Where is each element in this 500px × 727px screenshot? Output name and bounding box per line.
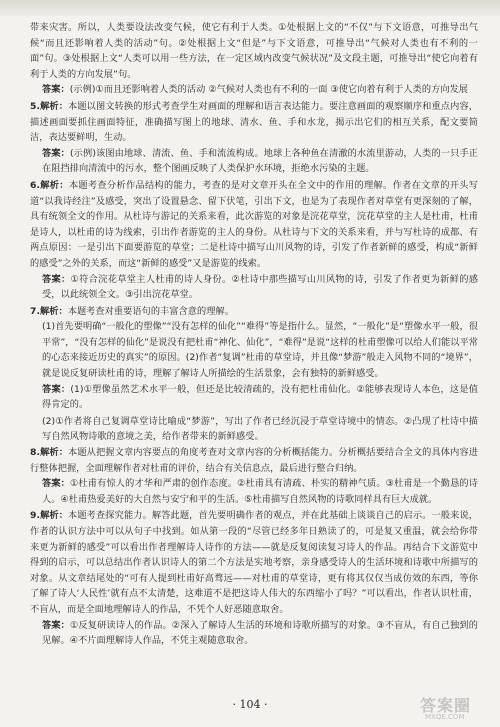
answer-paragraph xyxy=(30,82,478,98)
question-number: 7. xyxy=(30,305,40,317)
paragraph-label: 答案： xyxy=(42,273,71,285)
paragraph-label: 解析： xyxy=(39,510,69,522)
answer-paragraph xyxy=(30,618,478,649)
text-paragraph xyxy=(30,319,478,381)
paragraph-label: 答案： xyxy=(42,383,71,395)
paragraph-label: 解析： xyxy=(39,447,69,459)
paragraph-label: 答案： xyxy=(42,84,70,96)
question-analysis-paragraph xyxy=(30,304,478,320)
question-analysis-paragraph xyxy=(30,508,478,617)
watermark-logo: 答案圈 xyxy=(420,696,472,715)
paragraph-label: 解析： xyxy=(39,305,68,317)
paragraph-text: 本题考查探究能力。解答此题，首先要明确作者的观点，并在此基础上谈谈自己的启示。一般来说，作者的认识方法中可以从句子中找到。如从第一段的“尽管已经多年日熟读了的，可是复又重温，就会给你带来更为新鲜的感受”可以看出作者理解诗人诗作的方法——就是反复阅读复习诗人的作品。再结合下文游览中得到的启示，可以总结出作者认识诗人的第二个方法是实地考察，亲身感受诗人的生活环境和诗歌中所描写的对象。从文章结尾处的“可有人提到杜甫好高骛远——对杜甫的草堂诗，更有将其仅仅当成仿效的东西，等你了解了诗人‘人民性’就有点不太清楚，这难道不是把这诗人伟大的东西缩小了吗？”可以看出，作者认识杜甫，不盲从，而是全面地理解诗人的作品，不凭个人好恶随意取舍。 xyxy=(30,510,478,615)
answer-paragraph xyxy=(30,382,478,413)
paragraph-text: 本题考查对重要语句的丰富含意的理解。 xyxy=(67,305,234,317)
question-analysis-paragraph xyxy=(30,99,478,146)
paragraph-label: 答案： xyxy=(42,478,71,490)
paragraph-text: (示例)该图由地球、清流、鱼、手和流流构成。地球上各种鱼在清澈的水流里游动，人类的一只手正在阻挡排向清流中的污水，整个图画反映了人类保护水环境，拒绝水污染的主题。 xyxy=(42,147,479,175)
paragraph-text: ①杜甫有惊人的才华和严肃的创作态度。②杜甫具有清疏、朴实的精神气质。③杜甫是一个勤恳的诗人。④杜甫热爱美好的大自然与安宁和平的生活。⑤杜甫描写自然风物的诗歌同样具有巨大成就。 xyxy=(42,478,478,505)
question-number: 9. xyxy=(30,510,40,522)
paragraph-text: ①反复研读诗人的作品。②深入了解诗人生活的环境和诗歌所描写的对象。③不盲从，有自己独到的见解。④不片面理解诗人作品，不凭主观随意取舍。 xyxy=(42,619,478,647)
answer-content xyxy=(30,20,478,650)
paragraph-text: (1)①塑像虽然艺术水平一般，但还是比较清疏的，没有把杜甫仙化。②能够表现诗人本色，这是值得肯定的。 xyxy=(42,383,478,411)
scan-top-band xyxy=(0,0,500,16)
question-number: 8. xyxy=(30,447,40,459)
paragraph-text: (1)首先要明确“一般化的塑像”“没有怎样的仙化”“难得”等是指什么。显然，“一般化”是“塑像水平一般，很平常”，“没有怎样的仙化”是说没有把杜甫“神化、仙化”，“难得”是说“这样的杜甫塑像可以给人们能以平常的心态来接近历史的真实”的原因。(2)作者“复调”杜甫的草堂诗，并且像“梦游”般走入风物不同的“境界”，就是说反复研读杜甫的诗，理解了解诗人所描绘的生活景象，会有独特的新鲜感受。 xyxy=(42,321,478,380)
watermark-url: MXQE.COM xyxy=(425,713,465,721)
paragraph-label: 解析： xyxy=(39,100,69,112)
paragraph-text: 带来灾害。所以，人类要设法改变气候，使它有利于人类。①处根据上文的“不仅”与下文语意，可推导出气候“而且还影响着人类的活动”句。②处根据上文“但是”与下文语意，可推导出“气候对人类也有不利的一面”句。③处根据上文“人类可以用一些方法，在一定区域内改变气候状况”及文段主题，可推导出“使它向着有利于人类的方向发展”句。 xyxy=(30,22,478,80)
answer-paragraph xyxy=(30,272,478,303)
question-number: 6. xyxy=(30,179,40,191)
paragraph-text: (示例)①而且还影响着人类的活动 ②气候对人类也有不利的一面 ③使它向着有利于人类的方向发展 xyxy=(69,84,469,96)
paragraph-text: ①符合浣花草堂主人杜甫的诗人身份。②杜诗中那些描写山川风物的诗，引发了作者更为新鲜的感受，以此统领全文。③引出浣花草堂。 xyxy=(42,273,478,301)
paragraph-text: 本题以图文转换的形式考查学生对画面的理解和语言表达能力。要注意画面的观察顺序和重点内容，描述画面要抓住画面特征，准确描写图上的地球、清水、鱼、手和水龙，揭示出它们的相互关系，配文要简洁，表达要鲜明，生动。 xyxy=(30,100,478,144)
paragraph-label: 答案： xyxy=(42,147,70,159)
paragraph-text: 本题考查分析作品结构的能力，考查的是对文章开头在全文中的作用的理解。作者在文章的开头写道“以我诗经注”及感受，突出了设置悬念、留下伏笔，引出下文，也是为了表现作者对草堂有更深刻的了解，具有统领全文的作用。从杜诗与游记的关系来看，此次游览的对象是浣花草堂，浣花草堂的主人是杜甫，杜甫是诗人，以杜甫的诗为线索，引出作者游览的主人的身份。从杜诗与下文的关系来看，并与写杜诗的成都、有两点原因：一是引出下面要游览的草堂；二是杜诗中描写山川风物的诗，引发了作者新鲜的感受，构成“新鲜的感受”之外的关系，而这“新鲜的感受”又是游览的线索。 xyxy=(30,179,478,269)
paragraph-label: 解析： xyxy=(39,179,69,191)
text-paragraph xyxy=(30,414,478,445)
question-number: 5. xyxy=(30,100,40,112)
answer-paragraph xyxy=(30,146,478,177)
question-analysis-paragraph xyxy=(30,445,478,476)
page-number: · 104 · xyxy=(232,698,268,711)
question-analysis-paragraph xyxy=(30,178,478,272)
answer-paragraph xyxy=(30,476,478,507)
paragraph-label: 答案： xyxy=(42,619,71,631)
paragraph-text: (2)①作者将自己复调草堂诗比喻成“梦游”，写出了作者已经沉浸于草堂诗境中的情态。②凸现了杜诗中描写自然风物诗歌的意境之美，给作者带来的新鲜感受。 xyxy=(42,415,478,443)
text-paragraph xyxy=(30,20,478,82)
paragraph-text: 本题从把握文章内容要点的角度考查对文章内容的分析概括能力。分析概括要结合全文的具体内容进行整体把握，全面理解作者对杜甫的评价，结合有关信息点，最后进行整合归纳。 xyxy=(30,447,478,474)
